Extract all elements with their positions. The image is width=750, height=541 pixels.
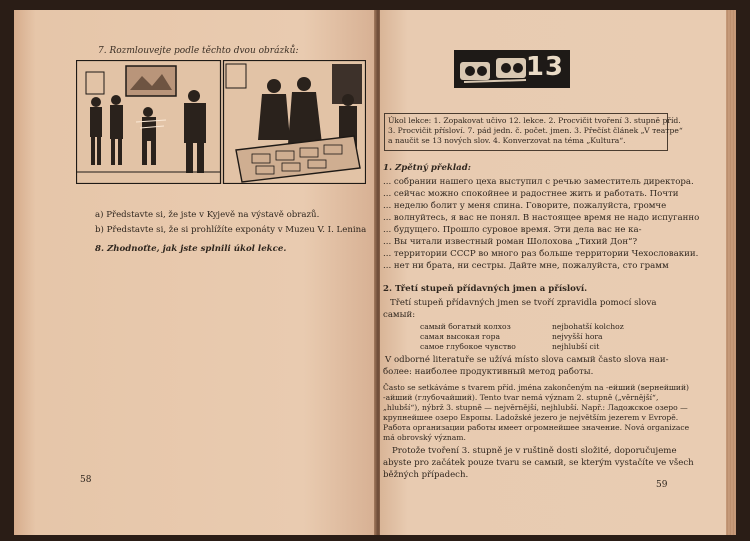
small-para-line: má obrovský význam.: [383, 433, 466, 442]
small-para-line: Často se setkáváme s tvarem příd. jména zakončeným na -ейший (вернейший): [383, 383, 690, 392]
example-ru: самое глубокое чувство: [420, 342, 516, 351]
translation-line: ... Вы читали известный роман Шолохова „Тихий Дон“?: [383, 237, 638, 247]
translation-line: ... неделю болит у меня спина. Говорите, пожалуйста, громче: [383, 201, 667, 211]
translation-line: ... собрании нашего цеха выступил с речью заместитель директора.: [383, 177, 694, 187]
item-a: a) Představte si, že jste v Kyjevě na výstavě obrazů.: [95, 210, 320, 220]
lesson-task-line: a naučit se 13 nových slov. 4. Konverzovat na téma „Kultura“.: [388, 136, 626, 145]
item-b: b) Představte si, že si prohlížíte exponáty v Muzeu V. I. Lenina: [95, 225, 367, 235]
section-2-intro: Třetí stupeň přídavných jmen se tvoří zpravidla pomocí slova: [390, 298, 657, 308]
translation-line: ... территории СССР во много раз больше территории Чехословакии.: [383, 249, 699, 259]
translation-line: ... волнуйтесь, я вас не понял. В настоящее время не надо испуганно: [383, 213, 700, 223]
small-para-line: -айший (глубочайший). Tento tvar nemá význam 2. stupně („věrnější“,: [383, 393, 659, 402]
example-cs: nejhlubší cit: [552, 342, 600, 351]
lesson-task-line: Úkol lekce: 1. Zopakovat učivo 12. lekce. 2. Procvičit tvoření 3. stupně příd.: [388, 116, 681, 125]
closing-line: běžných případech.: [383, 470, 469, 480]
illustration-two-pictures: [76, 60, 366, 184]
closing-line: Protože tvoření 3. stupně je v ruštině dosti složité, doporučujeme: [392, 446, 677, 456]
example-cs: nejvyšší hora: [552, 332, 603, 341]
task-8: 8. Zhodnoťte, jak jste splnili úkol lekce.: [95, 244, 287, 254]
example-ru: самый богатый колхоз: [420, 322, 511, 331]
section-2-intro: самый:: [383, 310, 416, 320]
example-ru: самая высокая гора: [420, 332, 500, 341]
example-cs: nejbohatší kolchoz: [552, 322, 624, 331]
section-2-heading: 2. Třetí stupeň přídavných jmen a přísloví.: [383, 284, 588, 294]
small-para-line: крупнейшее озеро Европы. Ladožské jezero je největším jezerem v Evropě.: [383, 413, 679, 422]
closing-line: abyste pro začátek pouze tvaru se самый, se kterým vystačíte ve všech: [383, 458, 694, 468]
translation-line: ... нет ни брата, ни сестры. Дайте мне, пожалуйста, сто грамм: [383, 261, 669, 271]
page-number-right: 59: [656, 480, 668, 490]
small-para-line: „hlubší“), nýbrž 3. stupně — nejvěrnější, nejhlubší. Např.: Ладожское озеро —: [383, 403, 688, 412]
note-line: V odborné literatuře se užívá místo slova самый často slova наи-: [385, 355, 669, 365]
note-line: более: наиболее продуктивный метод работы.: [383, 367, 594, 377]
lesson-task-line: 3. Procvičit přísloví. 7. pád jedn. č. počet. jmen. 3. Přečíst článek „V театре“: [388, 126, 683, 135]
section-1-heading: 1. Zpětný překlad:: [383, 163, 471, 173]
translation-line: ... будущего. Прошло суровое время. Эти дела вас не ка-: [383, 225, 642, 235]
page-number-left: 58: [80, 475, 92, 485]
translation-line: ... сейчас можно спокойнее и радостнее жить и работать. Почти: [383, 189, 679, 199]
film-projector-icon: [456, 50, 532, 88]
small-para-line: Работа организации работы имеет огромнейшее значение. Nová organizace: [383, 423, 690, 432]
lesson-number: 13: [525, 52, 564, 82]
lesson-badge: [454, 50, 570, 88]
page-edges: [726, 10, 736, 535]
task-7-heading: 7. Rozmlouvejte podle těchto dvou obrázků:: [98, 46, 299, 56]
